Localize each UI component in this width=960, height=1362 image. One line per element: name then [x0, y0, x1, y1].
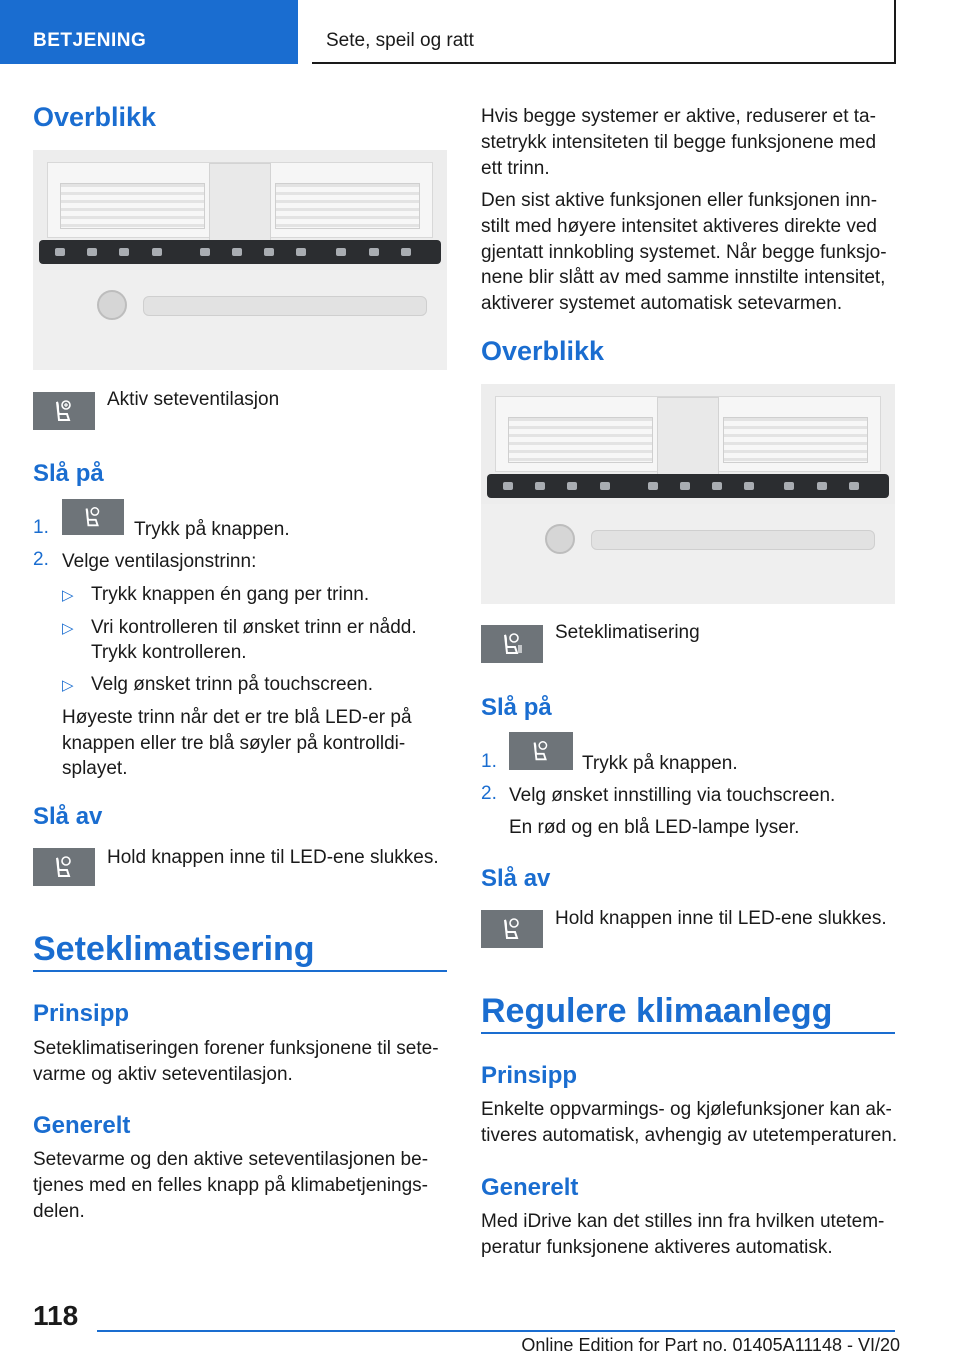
bullet-text: Vri kontrolleren til ønsket trinn er nådd.	[91, 617, 417, 638]
step-note: En rød og en blå LED-lampe lyser.	[509, 817, 800, 838]
general-line: Setevarme og den aktive seteventilasjonen be-	[33, 1149, 429, 1170]
icon-caption: Aktiv seteventilasjon	[107, 389, 280, 410]
main-heading: Regulere klimaanlegg	[481, 992, 833, 1030]
general-line: Med iDrive kan det stilles inn fra hvilken utetem-	[481, 1211, 885, 1232]
overview-heading: Overblikk	[33, 102, 157, 132]
seat-ventilation-icon	[62, 499, 124, 535]
heading-rule	[481, 1032, 895, 1034]
principle-line: tiveres automatisk, avhengig av utetemperaturen.	[481, 1125, 898, 1146]
step-text: Trykk på knappen.	[134, 519, 290, 540]
principle-heading: Prinsipp	[481, 1062, 578, 1089]
off-text: Hold knappen inne til LED-ene slukkes.	[555, 908, 887, 929]
section-label: BETJENING	[33, 30, 147, 51]
footer-edition: Online Edition for Part no. 01405A11148 - VI/20	[521, 1335, 900, 1355]
page-number: 118	[33, 1300, 79, 1331]
intro-line: stetrykk intensiteten til begge funksjonene med	[481, 132, 877, 153]
step-number: 1.	[481, 751, 497, 772]
off-heading: Slå av	[33, 803, 103, 830]
step-number: 2.	[33, 549, 49, 570]
heading-rule	[33, 970, 447, 972]
step-number: 1.	[33, 517, 49, 538]
intro2-line: Den sist aktive funksjonen eller funksjonen inn-	[481, 190, 878, 211]
seat-ventilation-icon	[33, 848, 95, 886]
seat-ventilation-icon	[33, 392, 95, 430]
bullet-text: Trykk knappen én gang per trinn.	[91, 584, 370, 605]
intro-line: Hvis begge systemer er aktive, reduserer et ta-	[481, 106, 876, 127]
step-text: Velge ventilasjonstrinn:	[62, 551, 257, 572]
bullet-icon: ▷	[62, 587, 74, 604]
step-number: 2.	[481, 783, 497, 804]
seat-climate-icon	[509, 732, 573, 770]
principle-line: Seteklimatiseringen forener funksjonene til sete-	[33, 1038, 439, 1059]
intro2-line: nene blir slått av med samme innstilte intensitet,	[481, 267, 886, 288]
general-line: tjenes med en felles knapp på klimabetjenings-	[33, 1175, 429, 1196]
climate-panel-photo	[481, 384, 895, 604]
off-text: Hold knappen inne til LED-ene slukkes.	[107, 847, 439, 868]
intro2-line: stilt med høyere intensitet aktiveres direkte ved	[481, 216, 878, 237]
step-text: Velg ønsket innstilling via touchscreen.	[509, 785, 836, 806]
overview-heading: Overblikk	[481, 336, 605, 366]
main-heading: Seteklimatisering	[33, 930, 315, 968]
on-heading: Slå på	[481, 694, 552, 721]
note-line: Høyeste trinn når det er tre blå LED-er på	[62, 707, 412, 728]
general-line: delen.	[33, 1201, 85, 1222]
intro-line: ett trinn.	[481, 158, 550, 179]
off-heading: Slå av	[481, 865, 551, 892]
principle-heading: Prinsipp	[33, 1000, 130, 1027]
section-tab	[0, 0, 298, 64]
intro2-line: aktiverer systemet automatisk setevarmen.	[481, 293, 843, 314]
principle-line: varme og aktiv seteventilasjon.	[33, 1064, 293, 1085]
climate-panel-photo	[33, 150, 447, 370]
chapter-tab	[312, 0, 896, 64]
icon-caption: Seteklimatisering	[555, 622, 700, 643]
seat-climate-icon	[481, 910, 543, 948]
step-text: Trykk på knappen.	[582, 753, 738, 774]
general-line: peratur funksjonene aktiveres automatisk.	[481, 1237, 833, 1258]
principle-line: Enkelte oppvarmings- og kjølefunksjoner kan ak-	[481, 1099, 892, 1120]
chapter-label: Sete, speil og ratt	[326, 30, 474, 51]
note-line: knappen eller tre blå søyler på kontrolldi-	[62, 733, 406, 754]
note-line: splayet.	[62, 758, 128, 779]
intro2-line: gjentatt innkobling systemet. Når begge funksjo-	[481, 242, 887, 263]
bullet-text: Velg ønsket trinn på touchscreen.	[91, 674, 373, 695]
bullet-icon: ▷	[62, 677, 74, 694]
on-heading: Slå på	[33, 460, 104, 487]
footer-rule	[97, 1330, 895, 1332]
seat-climate-icon	[481, 625, 543, 663]
bullet-icon: ▷	[62, 620, 74, 637]
general-heading: Generelt	[33, 1112, 131, 1139]
general-heading: Generelt	[481, 1174, 579, 1201]
bullet-text-cont: Trykk kontrolleren.	[91, 642, 247, 663]
